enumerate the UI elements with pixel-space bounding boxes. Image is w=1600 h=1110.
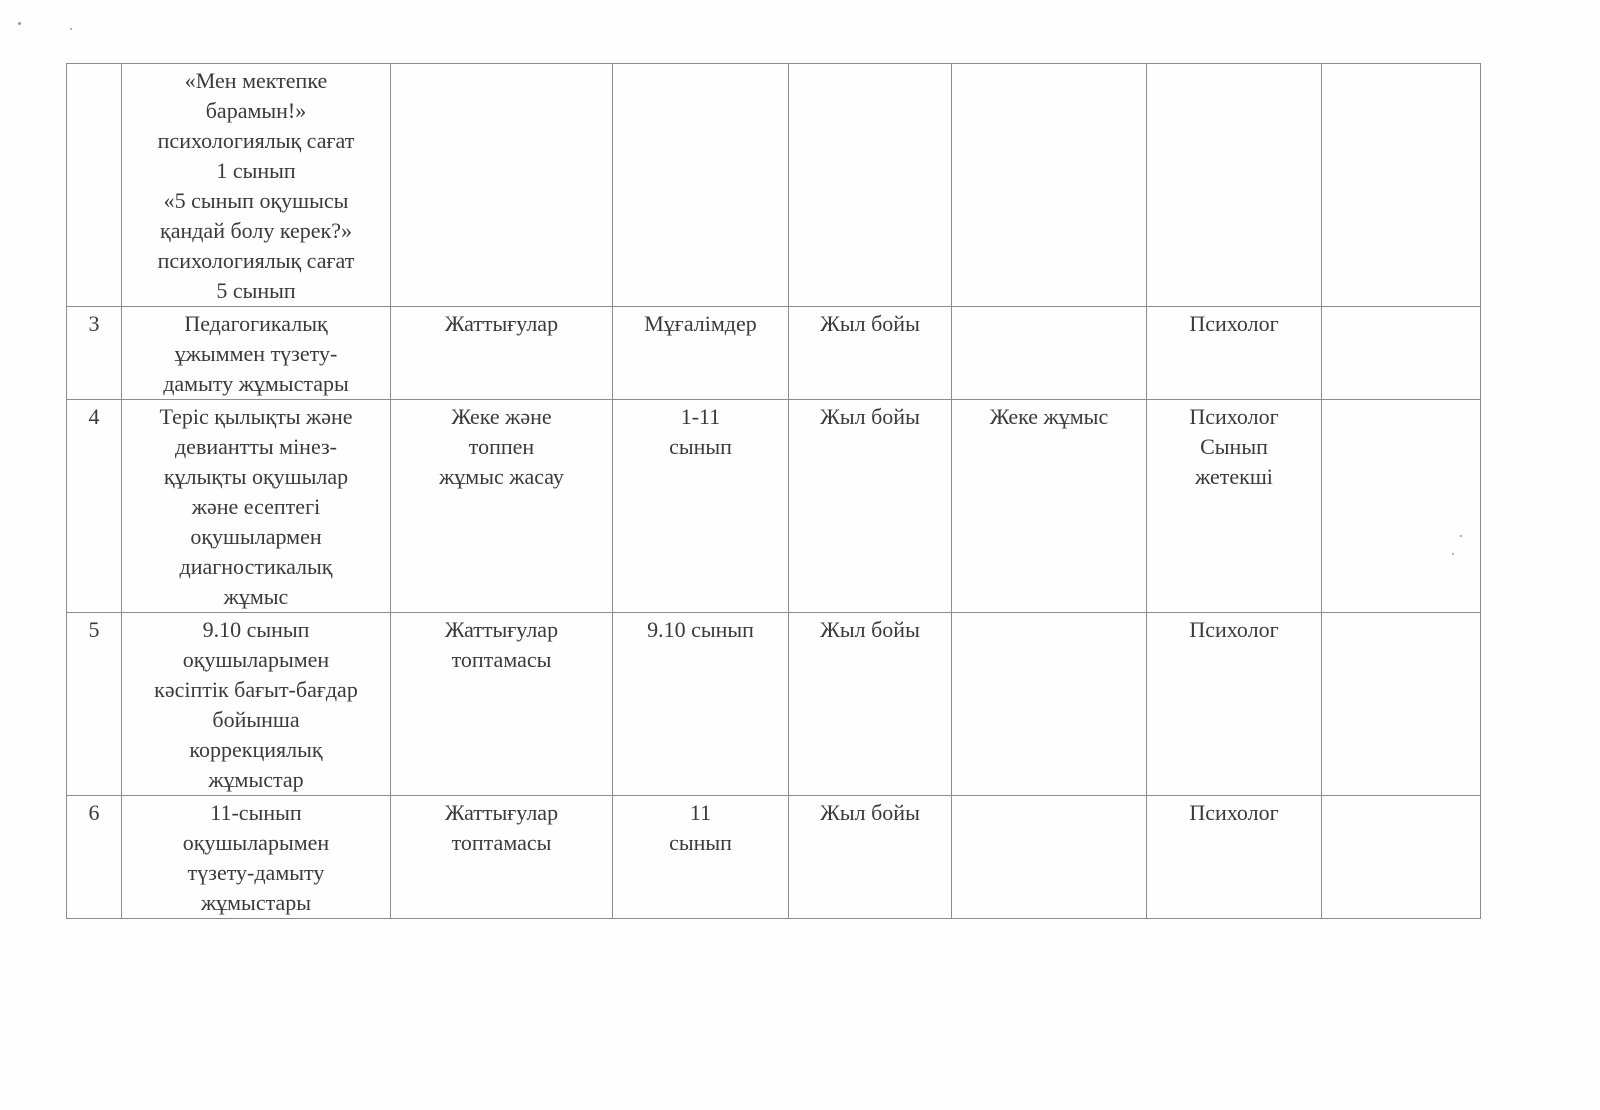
form-cell: Жаттығулар топтамасы bbox=[391, 796, 613, 919]
participants-cell: 11 сынып bbox=[613, 796, 789, 919]
period-cell: Жыл бойы bbox=[789, 400, 952, 613]
event-cell: «Мен мектепке барамын!» психологиялық сағат 1 сынып «5 сынып оқушысы қандай болу керек?» психологиялық сағат 5 сынып bbox=[122, 64, 391, 307]
period-cell: Жыл бойы bbox=[789, 613, 952, 796]
responsible-cell: Психолог bbox=[1147, 613, 1322, 796]
form-cell: Жаттығулар bbox=[391, 307, 613, 400]
event-cell: 9.10 сынып оқушыларымен кәсіптік бағыт-бағдар бойынша коррекциялық жұмыстар bbox=[122, 613, 391, 796]
work-plan-table bbox=[66, 63, 1481, 919]
row-number-cell: 6 bbox=[67, 796, 122, 919]
form-cell: Жеке және топпен жұмыс жасау bbox=[391, 400, 613, 613]
scan-speck bbox=[70, 28, 72, 30]
participants-cell: Мұғалімдер bbox=[613, 307, 789, 400]
event-cell: 11-сынып оқушыларымен түзету-дамыту жұмыстары bbox=[122, 796, 391, 919]
table-row bbox=[67, 400, 1481, 613]
scan-speck bbox=[18, 22, 21, 25]
event-cell: Теріс қылықты және девиантты мінез- құлықты оқушылар және есептегі оқушылармен диагностикалық жұмыс bbox=[122, 400, 391, 613]
period-cell: Жыл бойы bbox=[789, 796, 952, 919]
note-cell bbox=[952, 796, 1147, 919]
mark-cell bbox=[1322, 64, 1481, 307]
note-cell bbox=[952, 64, 1147, 307]
mark-cell bbox=[1322, 307, 1481, 400]
responsible-cell bbox=[1147, 64, 1322, 307]
participants-cell: 9.10 сынып bbox=[613, 613, 789, 796]
note-cell: Жеке жұмыс bbox=[952, 400, 1147, 613]
table-row bbox=[67, 64, 1481, 307]
responsible-cell: Психолог bbox=[1147, 307, 1322, 400]
note-cell bbox=[952, 613, 1147, 796]
responsible-cell: Психолог bbox=[1147, 796, 1322, 919]
period-cell bbox=[789, 64, 952, 307]
table-row bbox=[67, 796, 1481, 919]
participants-cell: 1-11 сынып bbox=[613, 400, 789, 613]
row-number-cell: 3 bbox=[67, 307, 122, 400]
row-number-cell bbox=[67, 64, 122, 307]
note-cell bbox=[952, 307, 1147, 400]
form-cell bbox=[391, 64, 613, 307]
form-cell: Жаттығулар топтамасы bbox=[391, 613, 613, 796]
period-cell: Жыл бойы bbox=[789, 307, 952, 400]
mark-cell bbox=[1322, 796, 1481, 919]
responsible-cell: Психолог Сынып жетекші bbox=[1147, 400, 1322, 613]
event-cell: Педагогикалық ұжыммен түзету- дамыту жұмыстары bbox=[122, 307, 391, 400]
row-number-cell: 4 bbox=[67, 400, 122, 613]
mark-cell bbox=[1322, 613, 1481, 796]
table-row bbox=[67, 307, 1481, 400]
row-number-cell: 5 bbox=[67, 613, 122, 796]
participants-cell bbox=[613, 64, 789, 307]
table-row bbox=[67, 613, 1481, 796]
mark-cell bbox=[1322, 400, 1481, 613]
